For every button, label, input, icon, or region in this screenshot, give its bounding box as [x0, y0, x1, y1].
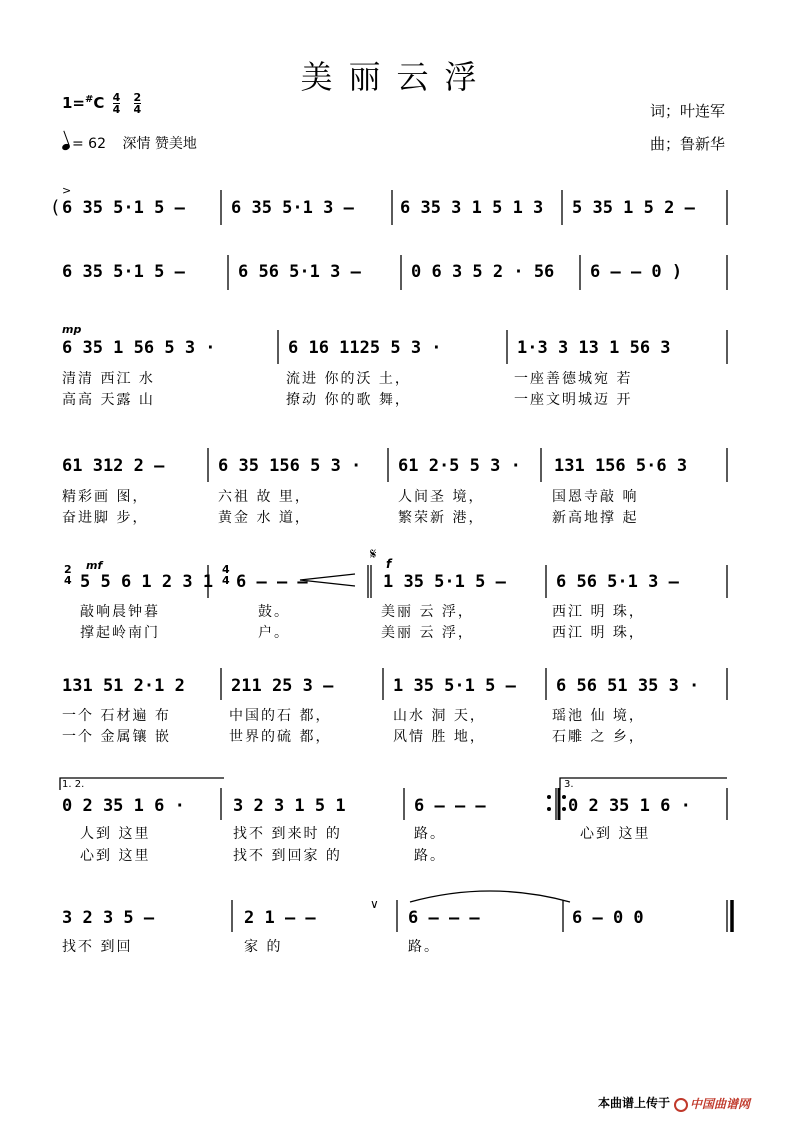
key-note: C	[93, 94, 105, 112]
lyric-6-1b: 一个 金属镶 嵌	[62, 729, 171, 745]
lyric-7-1a: 人到 这里	[80, 826, 151, 842]
measure-2-1: 6 35 5·1 5 –	[62, 262, 185, 282]
measure-5-2: 6 – – –	[236, 572, 308, 592]
lyric-6-2a: 中国的石 都，	[229, 708, 332, 724]
footer-text: 本曲谱上传于	[598, 1096, 671, 1110]
measure-2-2: 6 56 5·1 3 –	[238, 262, 361, 282]
lyric-6-3b: 风情 胜 地，	[393, 729, 486, 745]
measure-1-2: 6 35 5·1 3 –	[231, 198, 354, 218]
lyric-4-4b: 新高地撑 起	[552, 510, 639, 526]
lyric-5-4a: 西江 明 珠，	[552, 604, 645, 620]
measure-8-2: 2 1 – –	[244, 908, 316, 928]
volta-3: 3.	[564, 779, 574, 790]
lyric-7-1b: 心到 这里	[80, 848, 151, 864]
time-change-4-4: 4 4	[222, 563, 230, 587]
lyric-4-1b: 奋进脚 步，	[62, 510, 149, 526]
lyric-3-2a: 流进 你的沃 土，	[286, 371, 411, 387]
expression-text: 深情 赞美地	[122, 136, 197, 152]
measure-5-3: 1 35 5·1 5 –	[383, 572, 506, 592]
lyric-5-1b: 撑起岭南门	[80, 625, 160, 641]
lyric-7-3b: 路。	[414, 848, 446, 864]
measure-7-3: 6 – – –	[414, 796, 486, 816]
lyric-4-2b: 黄金 水 道，	[218, 510, 311, 526]
page-title: 美丽云浮	[300, 58, 493, 96]
lyric-7-2b: 找不 到回家 的	[233, 848, 342, 864]
measure-6-1: 131 51 2·1 2	[62, 676, 185, 696]
volta-1-2: 1. 2.	[62, 779, 85, 790]
lyric-3-1a: 清清 西江 水	[62, 371, 155, 387]
lyricist-credit: 词；叶连军	[650, 102, 726, 120]
tempo-value: = 62	[72, 136, 106, 152]
lyric-8-3a: 路。	[408, 939, 440, 955]
measure-7-1: 0 2 35 1 6 ·	[62, 796, 185, 816]
lyric-8-2a: 家 的	[244, 939, 283, 955]
dynamic-f: f	[386, 557, 392, 571]
measure-7-2: 3 2 3 1 5 1	[233, 796, 346, 816]
lyric-7-4a: 心到 这里	[580, 826, 651, 842]
lyric-6-4b: 石雕 之 乡，	[552, 729, 645, 745]
lyric-3-3b: 一座文明城迈 开	[514, 392, 633, 408]
measure-6-4: 6 56 51 35 3 ·	[556, 676, 700, 696]
lyric-6-4a: 瑶池 仙 境，	[552, 708, 645, 724]
lyric-4-2a: 六祖 故 里，	[218, 489, 311, 505]
measure-3-1: 6 35 1 56 5 3 ·	[62, 338, 216, 358]
site-logo[interactable]: 中国曲谱网	[674, 1095, 750, 1112]
lyric-7-2a: 找不 到来时 的	[233, 826, 342, 842]
measure-6-2: 211 25 3 –	[231, 676, 334, 696]
lyric-5-2b: 户。	[258, 625, 290, 641]
lyric-3-2b: 撩动 你的歌 舞，	[286, 392, 411, 408]
composer-credit: 曲；鲁新华	[650, 135, 726, 153]
time-signature-2: $\frac{2}{4}$	[133, 91, 142, 116]
site-logo-icon	[674, 1098, 688, 1112]
measure-8-3: 6 – – –	[408, 908, 480, 928]
lyric-6-2b: 世界的硫 都，	[229, 729, 332, 745]
measure-1-1: 6 35 5·1 5 –	[62, 198, 185, 218]
lyric-5-4b: 西江 明 珠，	[552, 625, 645, 641]
time-signature-1: $\frac{4}{4}$	[112, 91, 121, 116]
key-sharp: #	[85, 94, 94, 105]
lyric-4-1a: 精彩画 图，	[62, 489, 149, 505]
measure-4-3: 61 2·5 5 3 ·	[398, 456, 521, 476]
lyric-7-3a: 路。	[414, 826, 446, 842]
lyric-3-3a: 一座善德城宛 若	[514, 371, 633, 387]
accent-mark: >	[62, 184, 72, 197]
key-base: 1=	[62, 94, 86, 112]
lyric-5-1a: 敲响晨钟暮	[80, 604, 160, 620]
measure-2-4: 6 – – 0 )	[590, 262, 683, 282]
lyric-5-3a: 美丽 云 浮，	[381, 604, 474, 620]
lyric-5-3b: 美丽 云 浮，	[381, 625, 474, 641]
measure-1-4: 5 35 1 5 2 –	[572, 198, 695, 218]
measure-3-2: 6 16 1125 5 3 ·	[288, 338, 442, 358]
lyric-5-2a: 鼓。	[258, 604, 290, 620]
time-change-2-4: 2 4	[64, 563, 72, 587]
measure-5-4: 6 56 5·1 3 –	[556, 572, 679, 592]
measure-1-3: 6 35 3 1 5 1 3	[400, 198, 544, 218]
lyric-4-3b: 繁荣新 港，	[398, 510, 485, 526]
measure-4-1: 61 312 2 –	[62, 456, 165, 476]
measure-5-1: 5 5 6 1 2 3 1	[80, 572, 214, 592]
measure-4-2: 6 35 156 5 3 ·	[218, 456, 362, 476]
lyric-4-3a: 人间圣 境，	[398, 489, 485, 505]
footer-upload-note	[598, 1094, 750, 1112]
open-paren: (	[52, 197, 60, 218]
lyric-4-4a: 国恩寺敲 响	[552, 489, 639, 505]
measure-6-3: 1 35 5·1 5 –	[393, 676, 516, 696]
lyric-6-3a: 山水 洞 天，	[393, 708, 486, 724]
measure-3-3: 1·3 3 13 1 56 3	[517, 338, 671, 358]
dynamic-mf: mf	[86, 559, 103, 572]
measure-8-4: 6 – 0 0	[572, 908, 644, 928]
lyric-3-1b: 高高 天露 山	[62, 392, 155, 408]
measure-2-3: 0 6 3 5 2 · 56	[411, 262, 555, 282]
dynamic-mp: mp	[62, 323, 82, 336]
measure-4-4: 131 156 5·6 3	[554, 456, 688, 476]
segno-icon: 𝄋	[370, 545, 377, 563]
lyric-6-1a: 一个 石材遍 布	[62, 708, 171, 724]
lyric-8-1a: 找不 到回	[62, 939, 133, 955]
measure-8-1: 3 2 3 5 –	[62, 908, 155, 928]
measure-7-4: 0 2 35 1 6 ·	[568, 796, 691, 816]
breath-mark: ∨	[370, 897, 379, 911]
